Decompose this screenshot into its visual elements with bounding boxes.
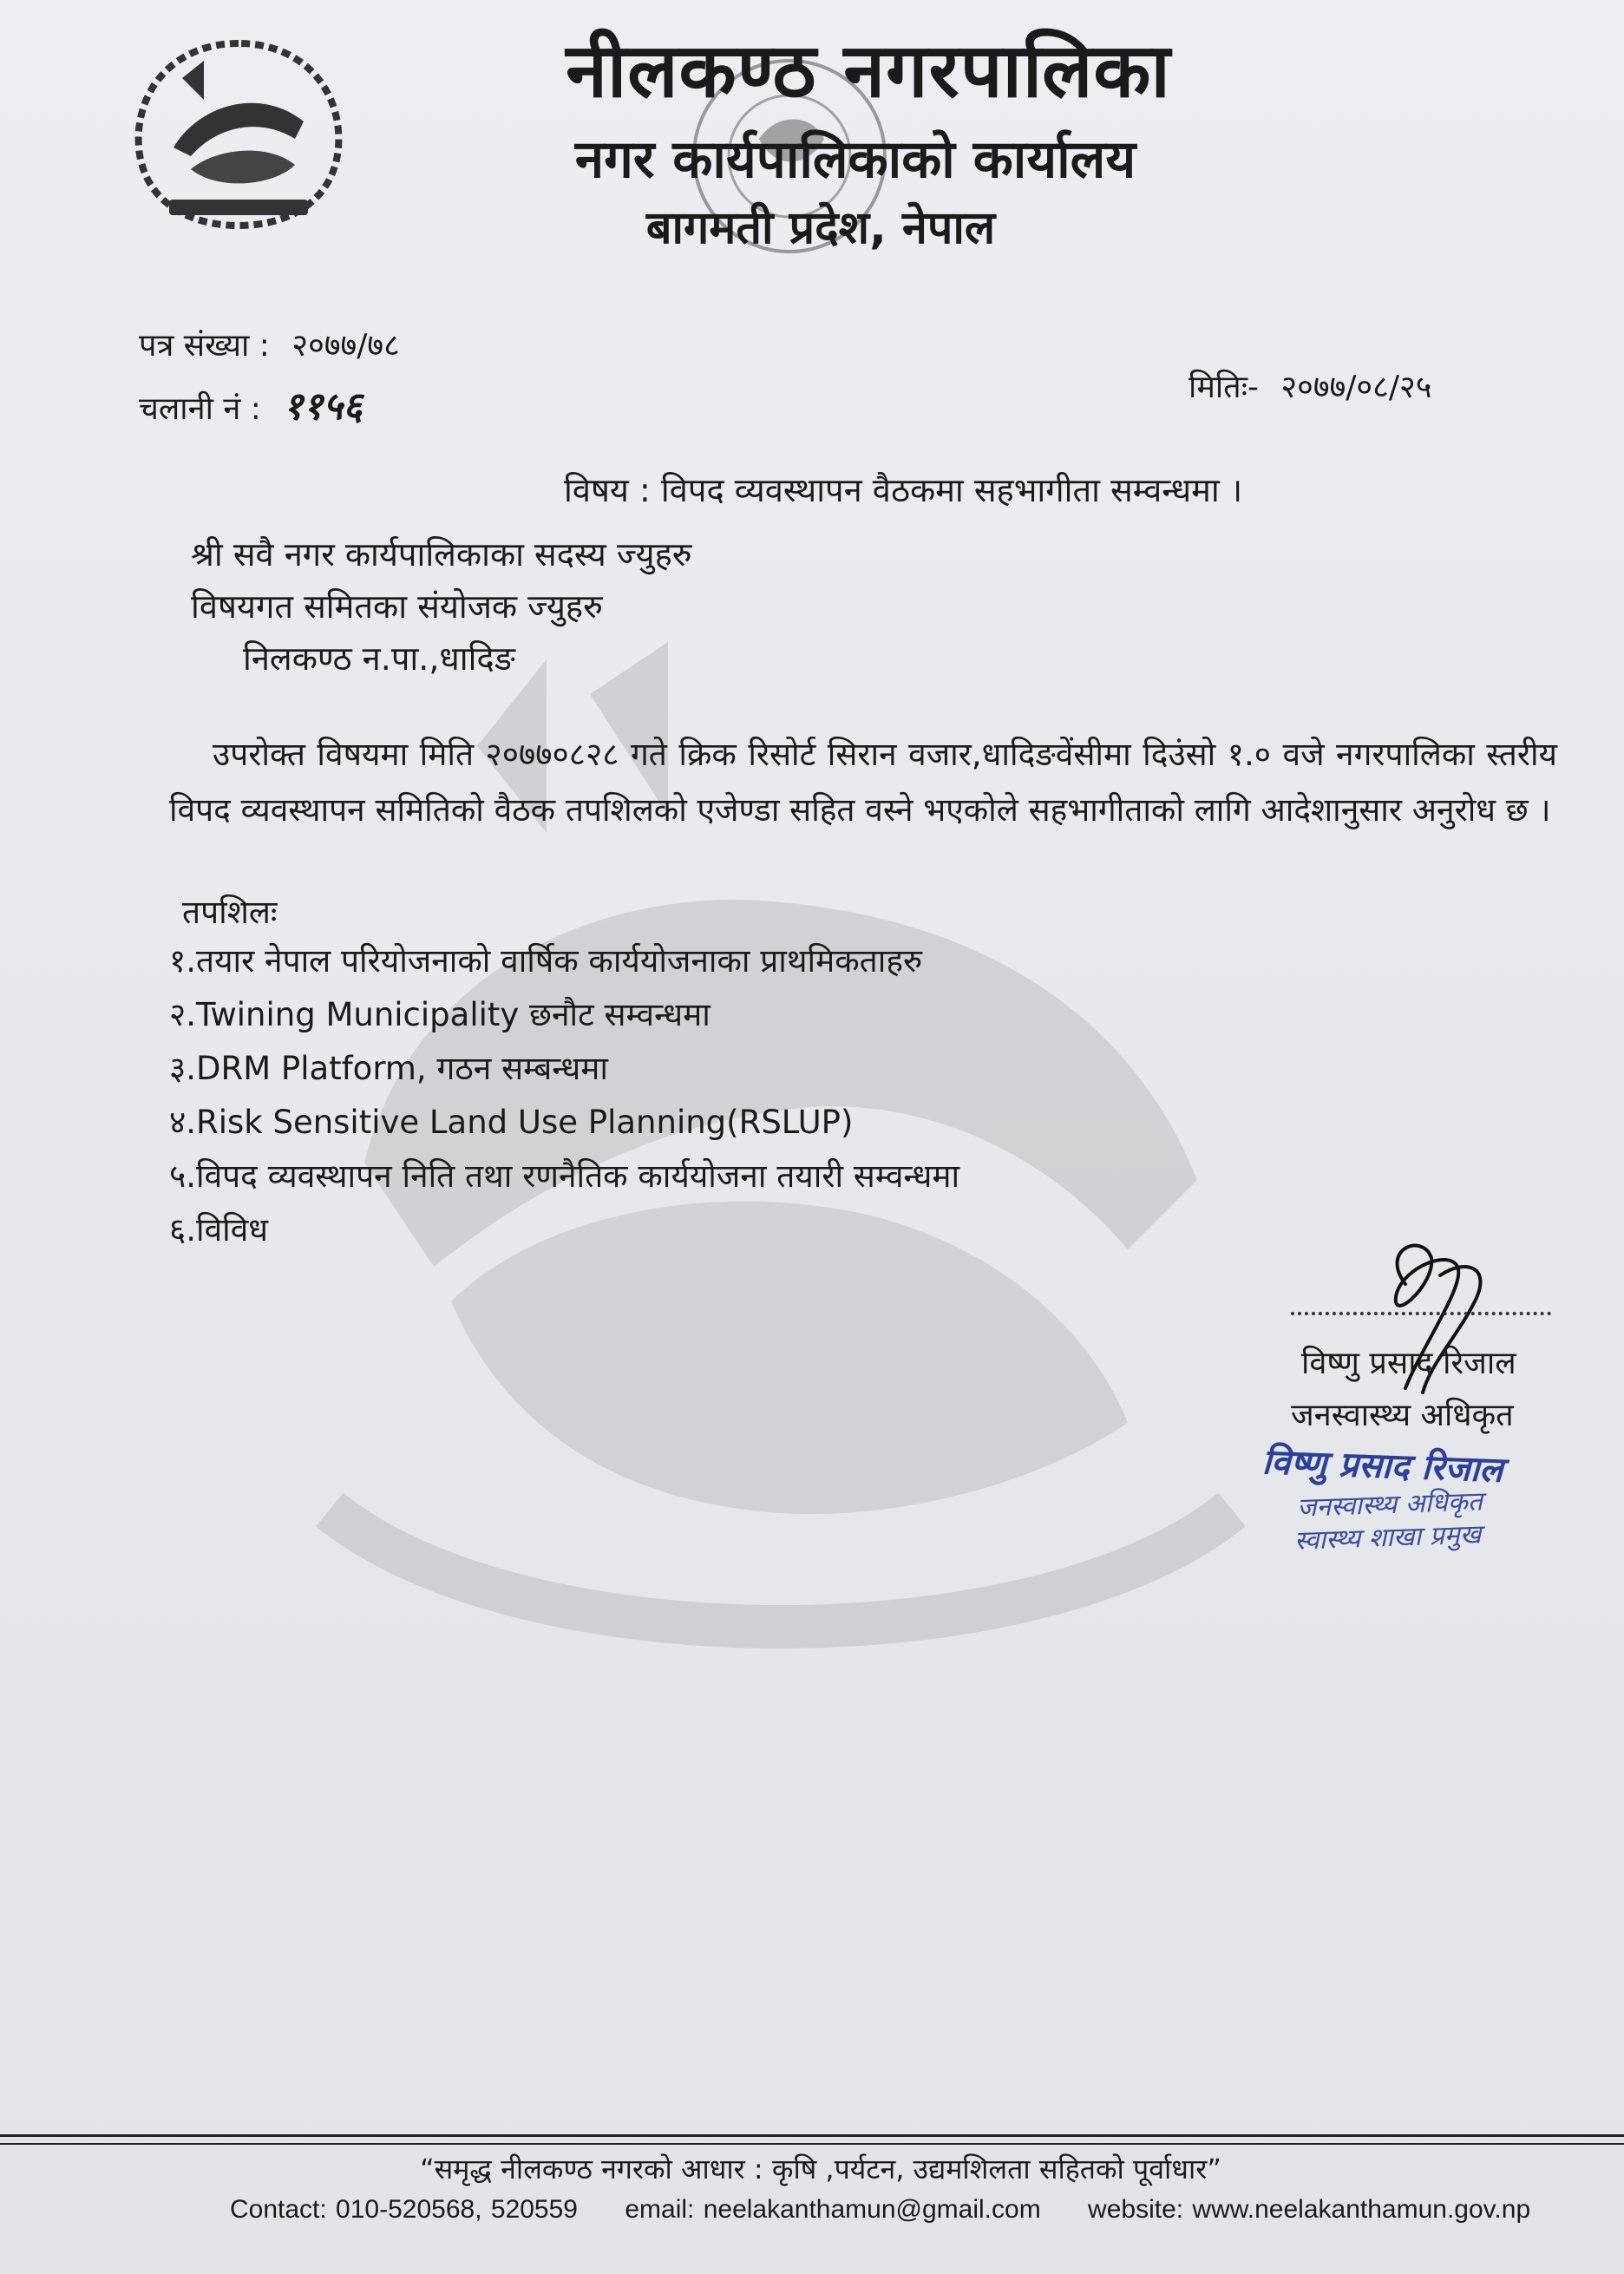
footer-rule	[0, 2143, 1624, 2145]
letter-date	[1189, 364, 1431, 407]
details-label: तपशिलः	[182, 894, 278, 931]
dispatch-number-value: ११५६	[283, 384, 363, 429]
letter-subject: विषय : विपद व्यवस्थापन वैठकमा सहभागीता सम्वन्धमा ।	[564, 471, 1243, 509]
agenda-item: २.Twining Municipality छनौट सम्वन्धमा	[169, 996, 710, 1033]
recipient-line: विषयगत समितका संयोजक ज्युहरु	[191, 587, 603, 626]
stamp-title: जनस्वास्थ्य अधिकृत	[1296, 1486, 1483, 1524]
contact-email: email: neelakanthamun@gmail.com	[625, 2195, 1041, 2224]
letter-number	[139, 323, 400, 365]
signatory-title: जनस्वास्थ्य अधिकृत	[1291, 1398, 1514, 1433]
recipient-line: श्री सवै नगर कार्यपालिकाका सदस्य ज्युहरु	[191, 535, 692, 573]
body-paragraph: उपरोक्त विषयमा मिति २०७७०८२८ गते क्रिक रिसोर्ट सिरान वजार,धादिङवेंसीमा दिउंसो १.० वजे नगरपालिका स्तरीय विपद व्यवस्थापन समितिको वैठक तपशिलको एजेण्डा सहित वस्ने भएकोले सहभागीताको लागि आदेशानुसार अनुरोध छ ।	[169, 736, 1557, 829]
footer-rule	[0, 2134, 1624, 2137]
signature-line	[1291, 1312, 1551, 1315]
dispatch-number	[139, 378, 363, 430]
date-label: मितिः-	[1189, 370, 1259, 405]
agenda-item: ४.Risk Sensitive Land Use Planning(RSLUP)	[169, 1104, 854, 1141]
agenda-item: १.तयार नेपाल परियोजनाको वार्षिक कार्ययोजनाका प्राथमिकताहरु	[169, 942, 923, 980]
organization-name: नीलकण्ठ नगरपालिका	[566, 28, 1171, 115]
office-name: नगर कार्यपालिकाको कार्यालय	[574, 129, 1136, 190]
letter-number-label: पत्र संख्या :	[139, 328, 270, 364]
stamp-name: विष्णु प्रसाद रिजाल	[1261, 1442, 1504, 1491]
agenda-item: ६.विविध	[169, 1211, 269, 1248]
contact-phone: Contact: 010-520568, 520559	[230, 2195, 578, 2224]
agenda-item: ५.विपद व्यवस्थापन निति तथा रणनैतिक कार्ययोजना तयारी सम्वन्धमा	[169, 1157, 960, 1195]
date-value: २०७७/०८/२५	[1280, 370, 1432, 405]
letter-number-value: २०७७/७८	[291, 328, 400, 364]
agenda-item: ३.DRM Platform, गठन सम्बन्धमा	[169, 1050, 608, 1087]
footer-contact	[230, 2195, 1568, 2225]
dispatch-number-label: चलानी नं :	[139, 391, 261, 427]
stamp-department: स्वास्थ्य शाखा प्रमुख	[1293, 1519, 1482, 1556]
recipient-line: निलकण्ठ न.पा.,धादिङ	[243, 639, 515, 678]
province-line: बागमती प्रदेश, नेपाल	[645, 202, 996, 254]
signatory-name: विष्णु प्रसाद रिजाल	[1301, 1346, 1516, 1381]
footer-slogan: “समृद्ध नीलकण्ठ नगरको आधार : कृषि ,पर्यटन, उद्यमशिलता सहितको पूर्वाधार”	[420, 2153, 1221, 2186]
contact-website: website: www.neelakanthamun.gov.np	[1088, 2195, 1531, 2224]
